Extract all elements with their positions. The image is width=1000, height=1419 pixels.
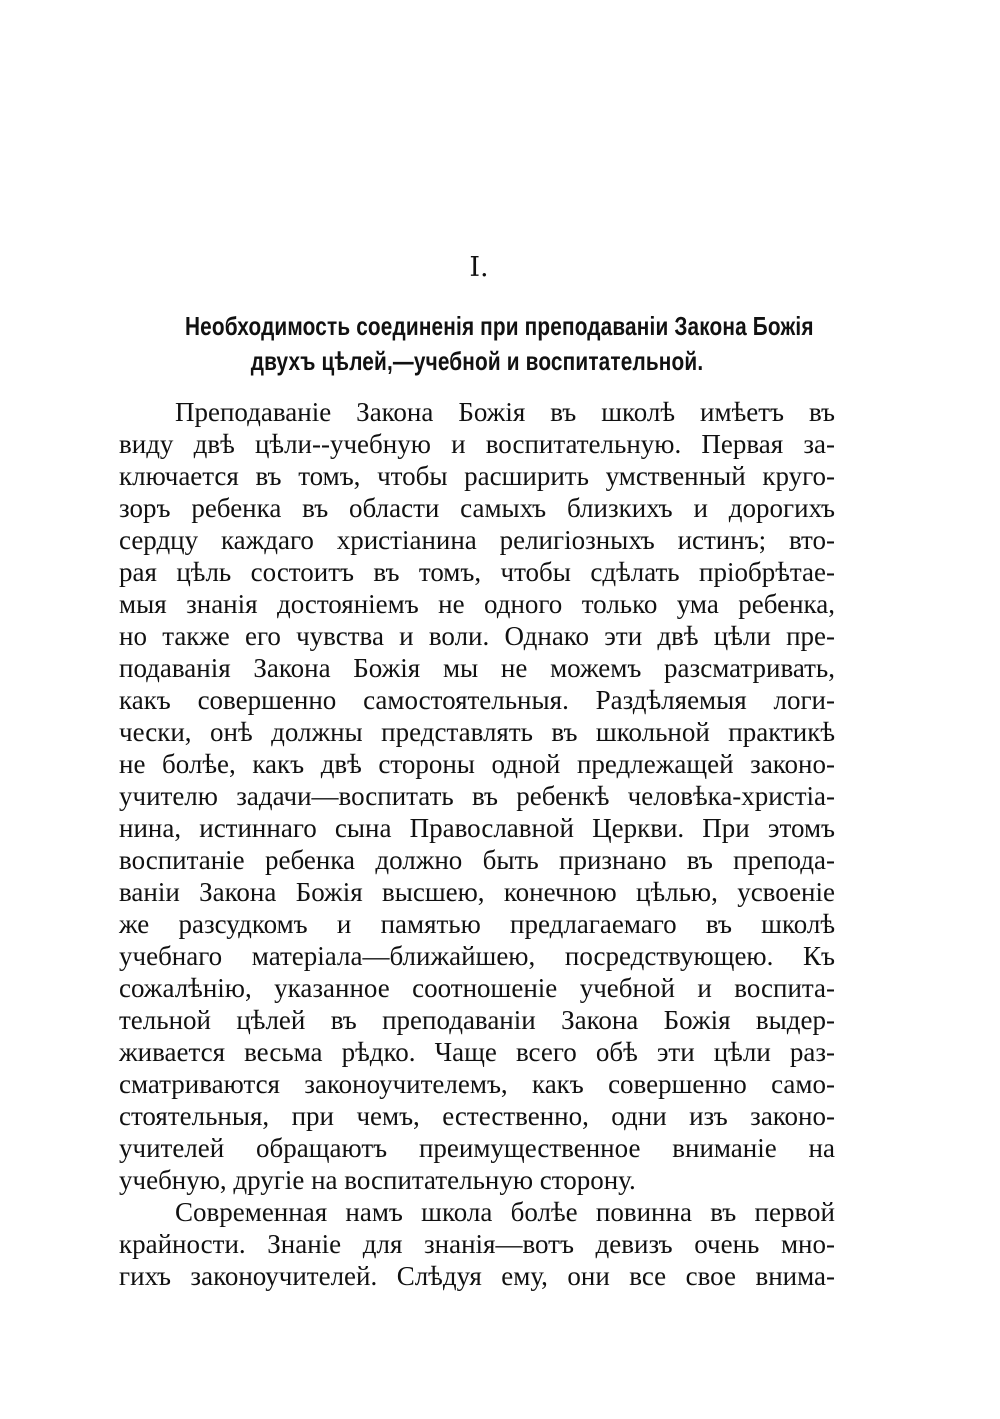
text-line: какъ совершенно самостоятельныя. Раздѣляемыя логи- — [119, 685, 835, 715]
text-line: Преподаваніе Закона Божія въ школѣ имѣетъ въ — [175, 397, 835, 427]
chapter-title-line: Необходимость соединенія при преподаваніи Закона Божія — [185, 311, 814, 341]
text-line: чески, онѣ должны представлять въ школьной практикѣ — [119, 717, 835, 747]
text-line: учителей обращаютъ преимущественное вниманіе на — [119, 1133, 835, 1163]
text-line: зоръ ребенка въ области самыхъ близкихъ и дорогихъ — [119, 493, 835, 523]
text-line: Современная намъ школа болѣе повинна въ первой — [175, 1197, 835, 1227]
text-line: сердцу каждаго христіанина религіозныхъ истинъ; вто- — [119, 525, 835, 555]
text-line: мыя знанія достояніемъ не одного только ума ребенка, — [119, 589, 835, 619]
text-line: учебнаго матеріала—ближайшею, посредствующею. Къ — [119, 941, 835, 971]
text-line: учебную, другіе на воспитательную сторону. — [119, 1165, 636, 1195]
text-line: воспитаніе ребенка должно быть признано въ препода- — [119, 845, 835, 875]
text-line: же разсудкомъ и памятью предлагаемаго въ школѣ — [119, 909, 835, 939]
text-line: крайности. Знаніе для знанія—вотъ девизъ очень мно- — [119, 1229, 835, 1259]
text-line: сожалѣнію, указанное соотношеніе учебной и воспита- — [119, 973, 835, 1003]
text-line: виду двѣ цѣли--учебную и воспитательную. Первая за- — [119, 429, 835, 459]
text-line: тельной цѣлей въ преподаваніи Закона Божія выдер- — [119, 1005, 835, 1035]
text-line: нина, истиннаго сына Православной Церкви. При этомъ — [119, 813, 835, 843]
text-line: стоятельныя, при чемъ, естественно, одни изъ законо- — [119, 1101, 835, 1131]
text-line: сматриваются законоучителемъ, какъ совершенно само- — [119, 1069, 835, 1099]
text-line: ваніи Закона Божія высшею, конечною цѣлью, усвоеніе — [119, 877, 835, 907]
text-line: рая цѣль состоитъ въ томъ, чтобы сдѣлать пріобрѣтае- — [119, 557, 835, 587]
paragraph-2 — [119, 1196, 835, 1292]
text-line: подаванія Закона Божія мы не можемъ разсматривать, — [119, 653, 835, 683]
chapter-title — [185, 309, 814, 379]
text-line: но также его чувства и воли. Однако эти двѣ цѣли пре- — [119, 621, 835, 651]
text-line: ключается въ томъ, чтобы расширить умственный круго- — [119, 461, 835, 491]
text-line: учителю задачи—воспитать въ ребенкѣ человѣка-христіа- — [119, 781, 835, 811]
chapter-number: I. — [469, 252, 489, 283]
text-line: не болѣе, какъ двѣ стороны одной предлежащей законо- — [119, 749, 835, 779]
text-line: гихъ законоучителей. Слѣдуя ему, они все свое внима- — [119, 1261, 835, 1291]
body-text — [119, 396, 835, 1292]
chapter-title-line: двухъ цѣлей,—учебной и воспитательной. — [250, 346, 704, 376]
paragraph-1 — [119, 396, 835, 1196]
text-line: живается весьма рѣдко. Чаще всего обѣ эти цѣли раз- — [119, 1037, 835, 1067]
